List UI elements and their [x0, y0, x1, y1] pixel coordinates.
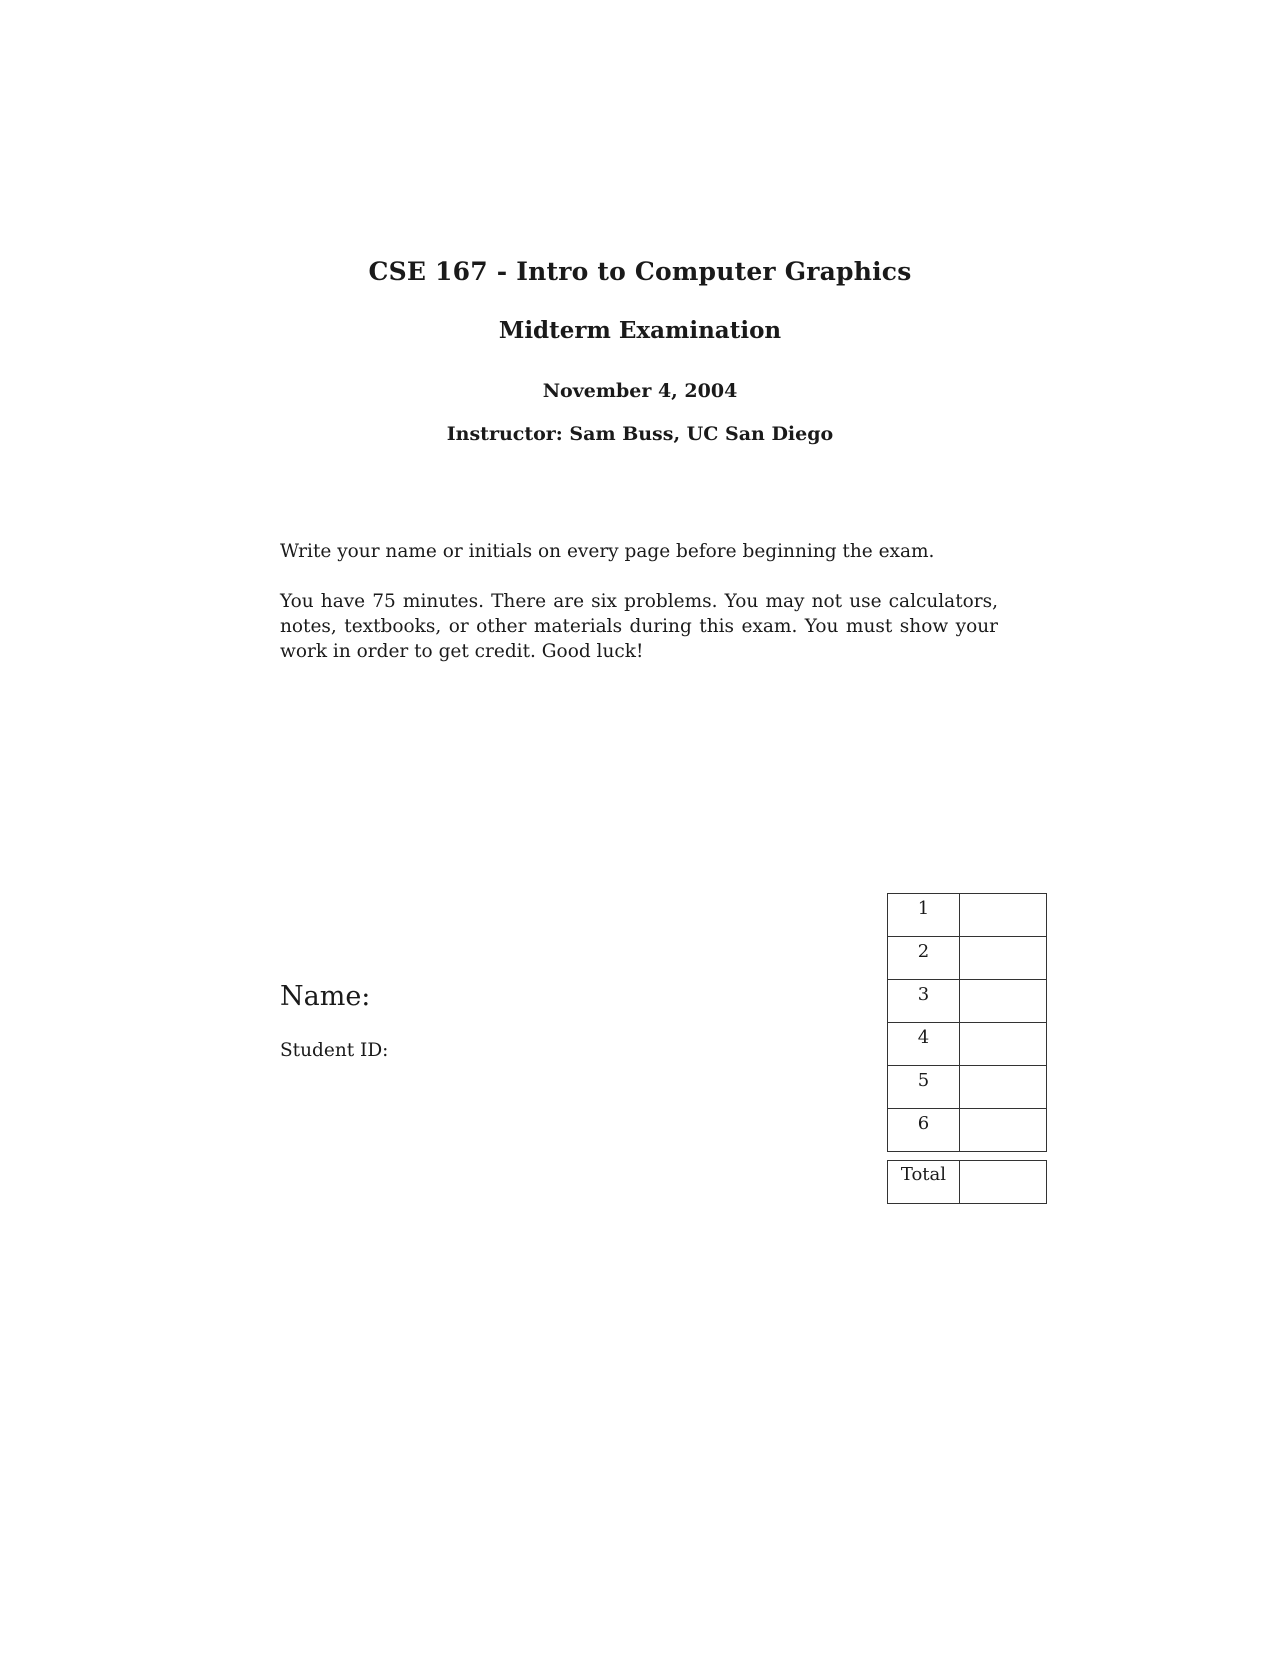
total-table [887, 1160, 1047, 1204]
total-label: Total [888, 1161, 960, 1204]
score-row [888, 980, 1047, 1023]
problem-number: 3 [888, 980, 960, 1023]
score-row [888, 1109, 1047, 1152]
score-table [887, 893, 1047, 1152]
name-label: Name: [280, 981, 371, 1012]
score-box [959, 1109, 1046, 1152]
total-score-box [959, 1161, 1046, 1204]
student-id-label: Student ID: [280, 1040, 389, 1061]
score-row [888, 894, 1047, 937]
problem-number: 2 [888, 937, 960, 980]
exam-date: November 4, 2004 [542, 380, 738, 402]
instruction-initials: Write your name or initials on every page before beginning the exam. [280, 541, 935, 562]
score-box [959, 937, 1046, 980]
score-box [959, 894, 1046, 937]
score-box [959, 980, 1046, 1023]
problem-number: 1 [888, 894, 960, 937]
problem-number: 4 [888, 1023, 960, 1066]
instructor-line: Instructor: Sam Buss, UC San Diego [446, 423, 834, 445]
instruction-rules: You have 75 minutes. There are six problems. You may not use calculators, notes, textbooks, or other materials during this exam. You must show your work in order to get credit. Good luck! [280, 591, 998, 662]
problem-number: 6 [888, 1109, 960, 1152]
score-row [888, 937, 1047, 980]
score-row [888, 1066, 1047, 1109]
total-row [888, 1161, 1047, 1204]
course-title: CSE 167 - Intro to Computer Graphics [368, 257, 912, 286]
score-box [959, 1023, 1046, 1066]
score-box [959, 1066, 1046, 1109]
exam-title: Midterm Examination [498, 317, 782, 344]
score-row [888, 1023, 1047, 1066]
problem-number: 5 [888, 1066, 960, 1109]
